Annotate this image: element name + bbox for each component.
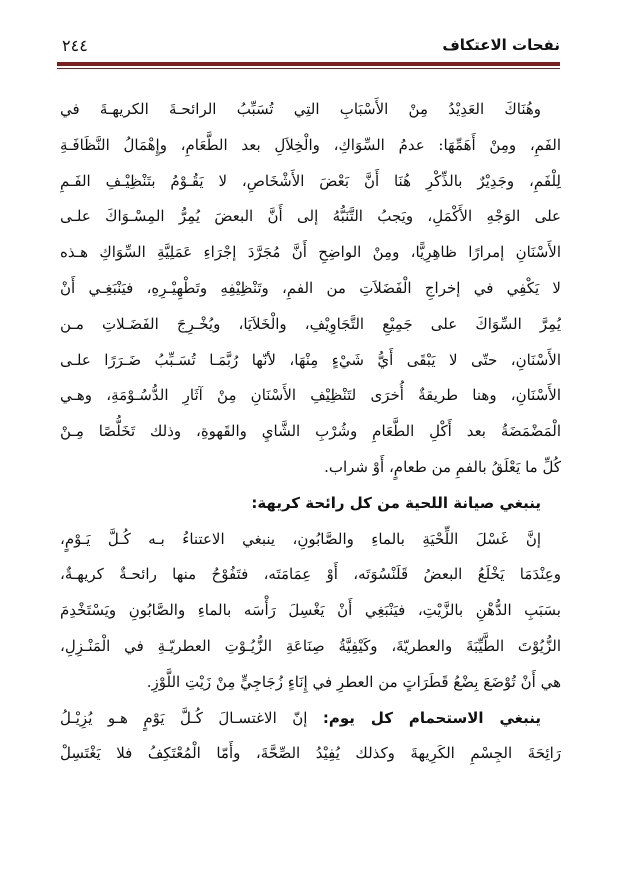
text-line: على الوَجْهِ الأَكْمَلِ، ويَجبُ التَّنَبُّهُ إلى أَنَّ البعضَ يُمِرُّ المِسْـوَاكَ علـى [60, 207, 561, 226]
text-line: كُلِّ ما يَعْلَقُ بالفمِ من طعامٍ، أَوْ شراب. [324, 457, 561, 476]
body-text [60, 92, 561, 772]
text-line: هي أَنْ تُوْضَعَ بِضْعُ قَطَرَاتٍ من العطرِ في إِنَاءٍ زُجَاجِيٍّ مِنْ زَيْتِ اللَّوْزِ. [146, 672, 561, 691]
run-in-heading: ينبغي الاستحمام كل يوم: [322, 708, 541, 727]
text-line: الزُّيُوْتَ الطَّيِّبَةَ والعطريّةَ، وكَيْفِيَّةُ صِنَاعَةِ الزُّيُـوْتِ العطريّـةِ في الْمَنْـزِلِ، [60, 636, 561, 655]
text-line: الفَمِ، ومِنْ أَهَمِّهَا: عدمُ السِّوَاكِ، والْخِلاَلِ بعد الطَّعَامِ، وإِهْمَالُ النَّظَافَـةِ [60, 135, 561, 154]
section-heading-text: ينبغي صيانة اللحية من كل رائحة كريهة: [251, 493, 541, 512]
page-header [62, 30, 560, 60]
run-in-heading-rest: إنّ الاغتسـالَ كُـلَّ يَوْمٍ هـو يُزِيْـلُ [60, 708, 308, 727]
text-line: الأَسْنَانِ، حتّى لا يَبْقَى أَيُّ شَيْءٍ مِنْهَا، لأنّها رُبَّمَـا تُسَـبِّبُ ضَـرَرًا علـى [60, 350, 561, 369]
text-line: يُمِرَّ السِّوَاكَ على جَمِيْعِ التَّجَاوِيْفِ، والْخَلاَيَا، ويُخْـرِجَ الفَضَـلاتِ مـن [60, 314, 561, 333]
text-line: رَائِحَةَ الجِسْمِ الكَرِيهةَ وكذلك يُفِيْدُ الصِّحَّةَ، وأَمّا الْمُعْتَكِفُ فلا يَغْتَسِلْ [60, 744, 561, 763]
running-title: نفحات الاعتكاف [442, 36, 560, 54]
text-line: وعِنْدَمَا يَخْلَعُ البعضُ قَلَنْسُوَتَه، أَوْ عِمَامَتَه، فتَفُوْحُ منها رائحـةٌ كريهـةٌ، [60, 565, 561, 584]
run-in-heading-line [60, 701, 561, 737]
page-number: ٢٤٤ [62, 35, 88, 55]
text-line: الأَسْنَانِ، وهنا طريقةٌ أُخرَى لتَنْظِيْفِ الأَسْنَانِ مِنْ آثَارِ الدُّسُـوْمَةِ، وهـي [60, 386, 561, 405]
text-line: إنَّ غَسْلَ اللِّحْيَةِ بالماءِ والصَّابُونِ، ينبغي الاعتناءُ بـه كُـلَّ يَـوْمٍ، [60, 529, 541, 548]
text-line: الْمَضْمَضَةُ بعد أَكْلِ الطَّعَامِ وشُرْبِ الشَّايِ والقَهوةِ، وذلك تَخَلُّصًا مِـنْ [60, 422, 561, 441]
text-line: وهُنَاكَ العَدِيْدُ مِنْ الأَسْبَابِ التِي تُسَبِّبُ الرائحـةَ الكريهـةَ في [60, 100, 541, 118]
section-heading [60, 486, 561, 522]
text-line: بسَبَبِ الدُّهْنِ بالزَّيْتِ، فيَنْبَغِي أَنْ يَغْسِلَ رَأْسَه بالماءِ والصَّابُونِ ويَسْتَخْدِمَ [60, 601, 561, 620]
text-line: الأَسْنَانِ إمرارًا ظاهِرِيًّا، ومِنْ الواضِحِ أَنَّ مُجَرَّدَ إجْرَاءِ عَمَلِيَّةِ السِّوَاكِ هـذه [60, 243, 561, 262]
text-line: لِلْفَمِ، وجَدِيْرٌ بالذِّكْرِ هُنَا أَنَّ بَعْضَ الأَشْخَاصِ، لا يَقُـوْمُ بتَنْظِيْـفِ الفَـمِ [60, 171, 561, 190]
header-rule [57, 62, 560, 69]
text-line: لا يَكْفِي في إخراجِ الْفَضَلاَتِ من الفمِ، وتَنْظِيْفِهِ وتَطْهِيْـرِهِ، فيَنْبَغِـي أَنْ [60, 278, 561, 297]
